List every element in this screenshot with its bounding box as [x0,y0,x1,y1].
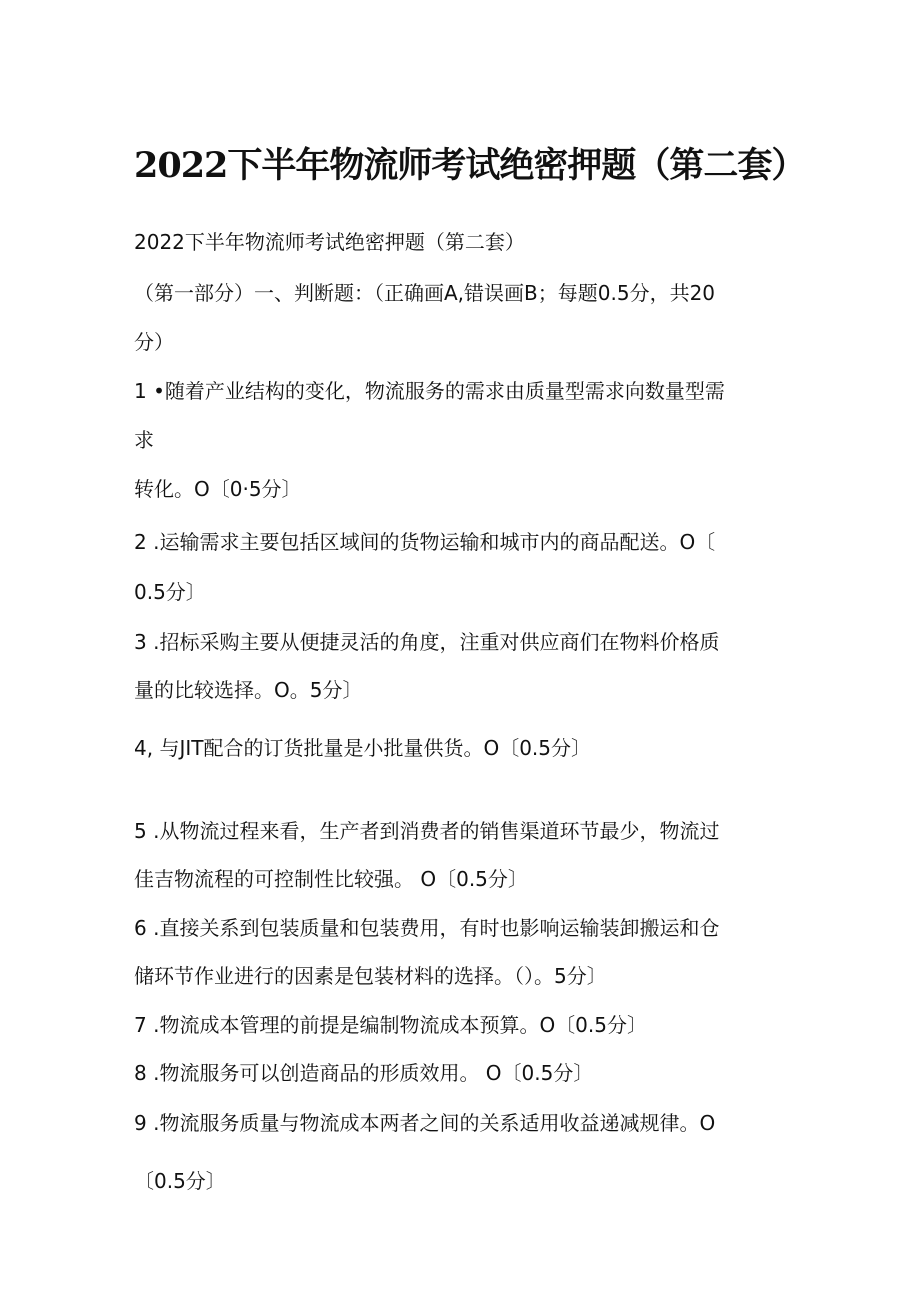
section-heading-line-1: （第一部分）一、判断题：（正确画A,错误画B；每题0.5分，共20 [134,281,716,305]
document-subtitle: 2022下半年物流师考试绝密押题（第二套） [134,230,525,254]
question-4-line-1: 4, 与JIT配合的订货批量是小批量供货。O〔0.5分〕 [134,736,592,760]
question-8-line-1: 8 .物流服务可以创造商品的形质效用。 O〔0.5分〕 [134,1061,594,1085]
question-5-line-2: 佳吉物流程的可控制性比较强。 O〔0.5分〕 [134,867,528,891]
question-1-line-1: 1 •随着产业结构的变化，物流服务的需求由质量型需求向数量型需 [134,379,725,403]
question-7-line-1: 7 .物流成本管理的前提是编制物流成本预算。O〔0.5分〕 [134,1013,647,1037]
question-9-line-2: 〔0.5分〕 [134,1169,226,1193]
question-6-line-2: 储环节作业进行的因素是包装材料的选择。（）。5分〕 [134,964,607,988]
question-3-line-1: 3 .招标采购主要从便捷灵活的角度，注重对供应商们在物料价格质 [134,630,720,654]
section-heading-line-2: 分） [134,330,174,354]
question-3-line-2: 量的比较选择。O。5分〕 [134,678,363,702]
question-5-line-1: 5 .从物流过程来看，生产者到消费者的销售渠道环节最少，物流过 [134,819,720,843]
question-2-line-2: 0.5分〕 [134,580,206,604]
question-1-line-3: 转化。O〔0·5分〕 [134,477,302,501]
question-6-line-1: 6 .直接关系到包装质量和包装费用，有时也影响运输装卸搬运和仓 [134,916,720,940]
question-2-line-1: 2 .运输需求主要包括区域间的货物运输和城市内的商品配送。O〔 [134,530,716,554]
question-9-line-1: 9 .物流服务质量与物流成本两者之间的关系适用收益递减规律。O [134,1111,716,1135]
document-title: 2022下半年物流师考试绝密押题（第二套） [134,145,806,186]
question-1-line-2: 求 [134,428,154,452]
